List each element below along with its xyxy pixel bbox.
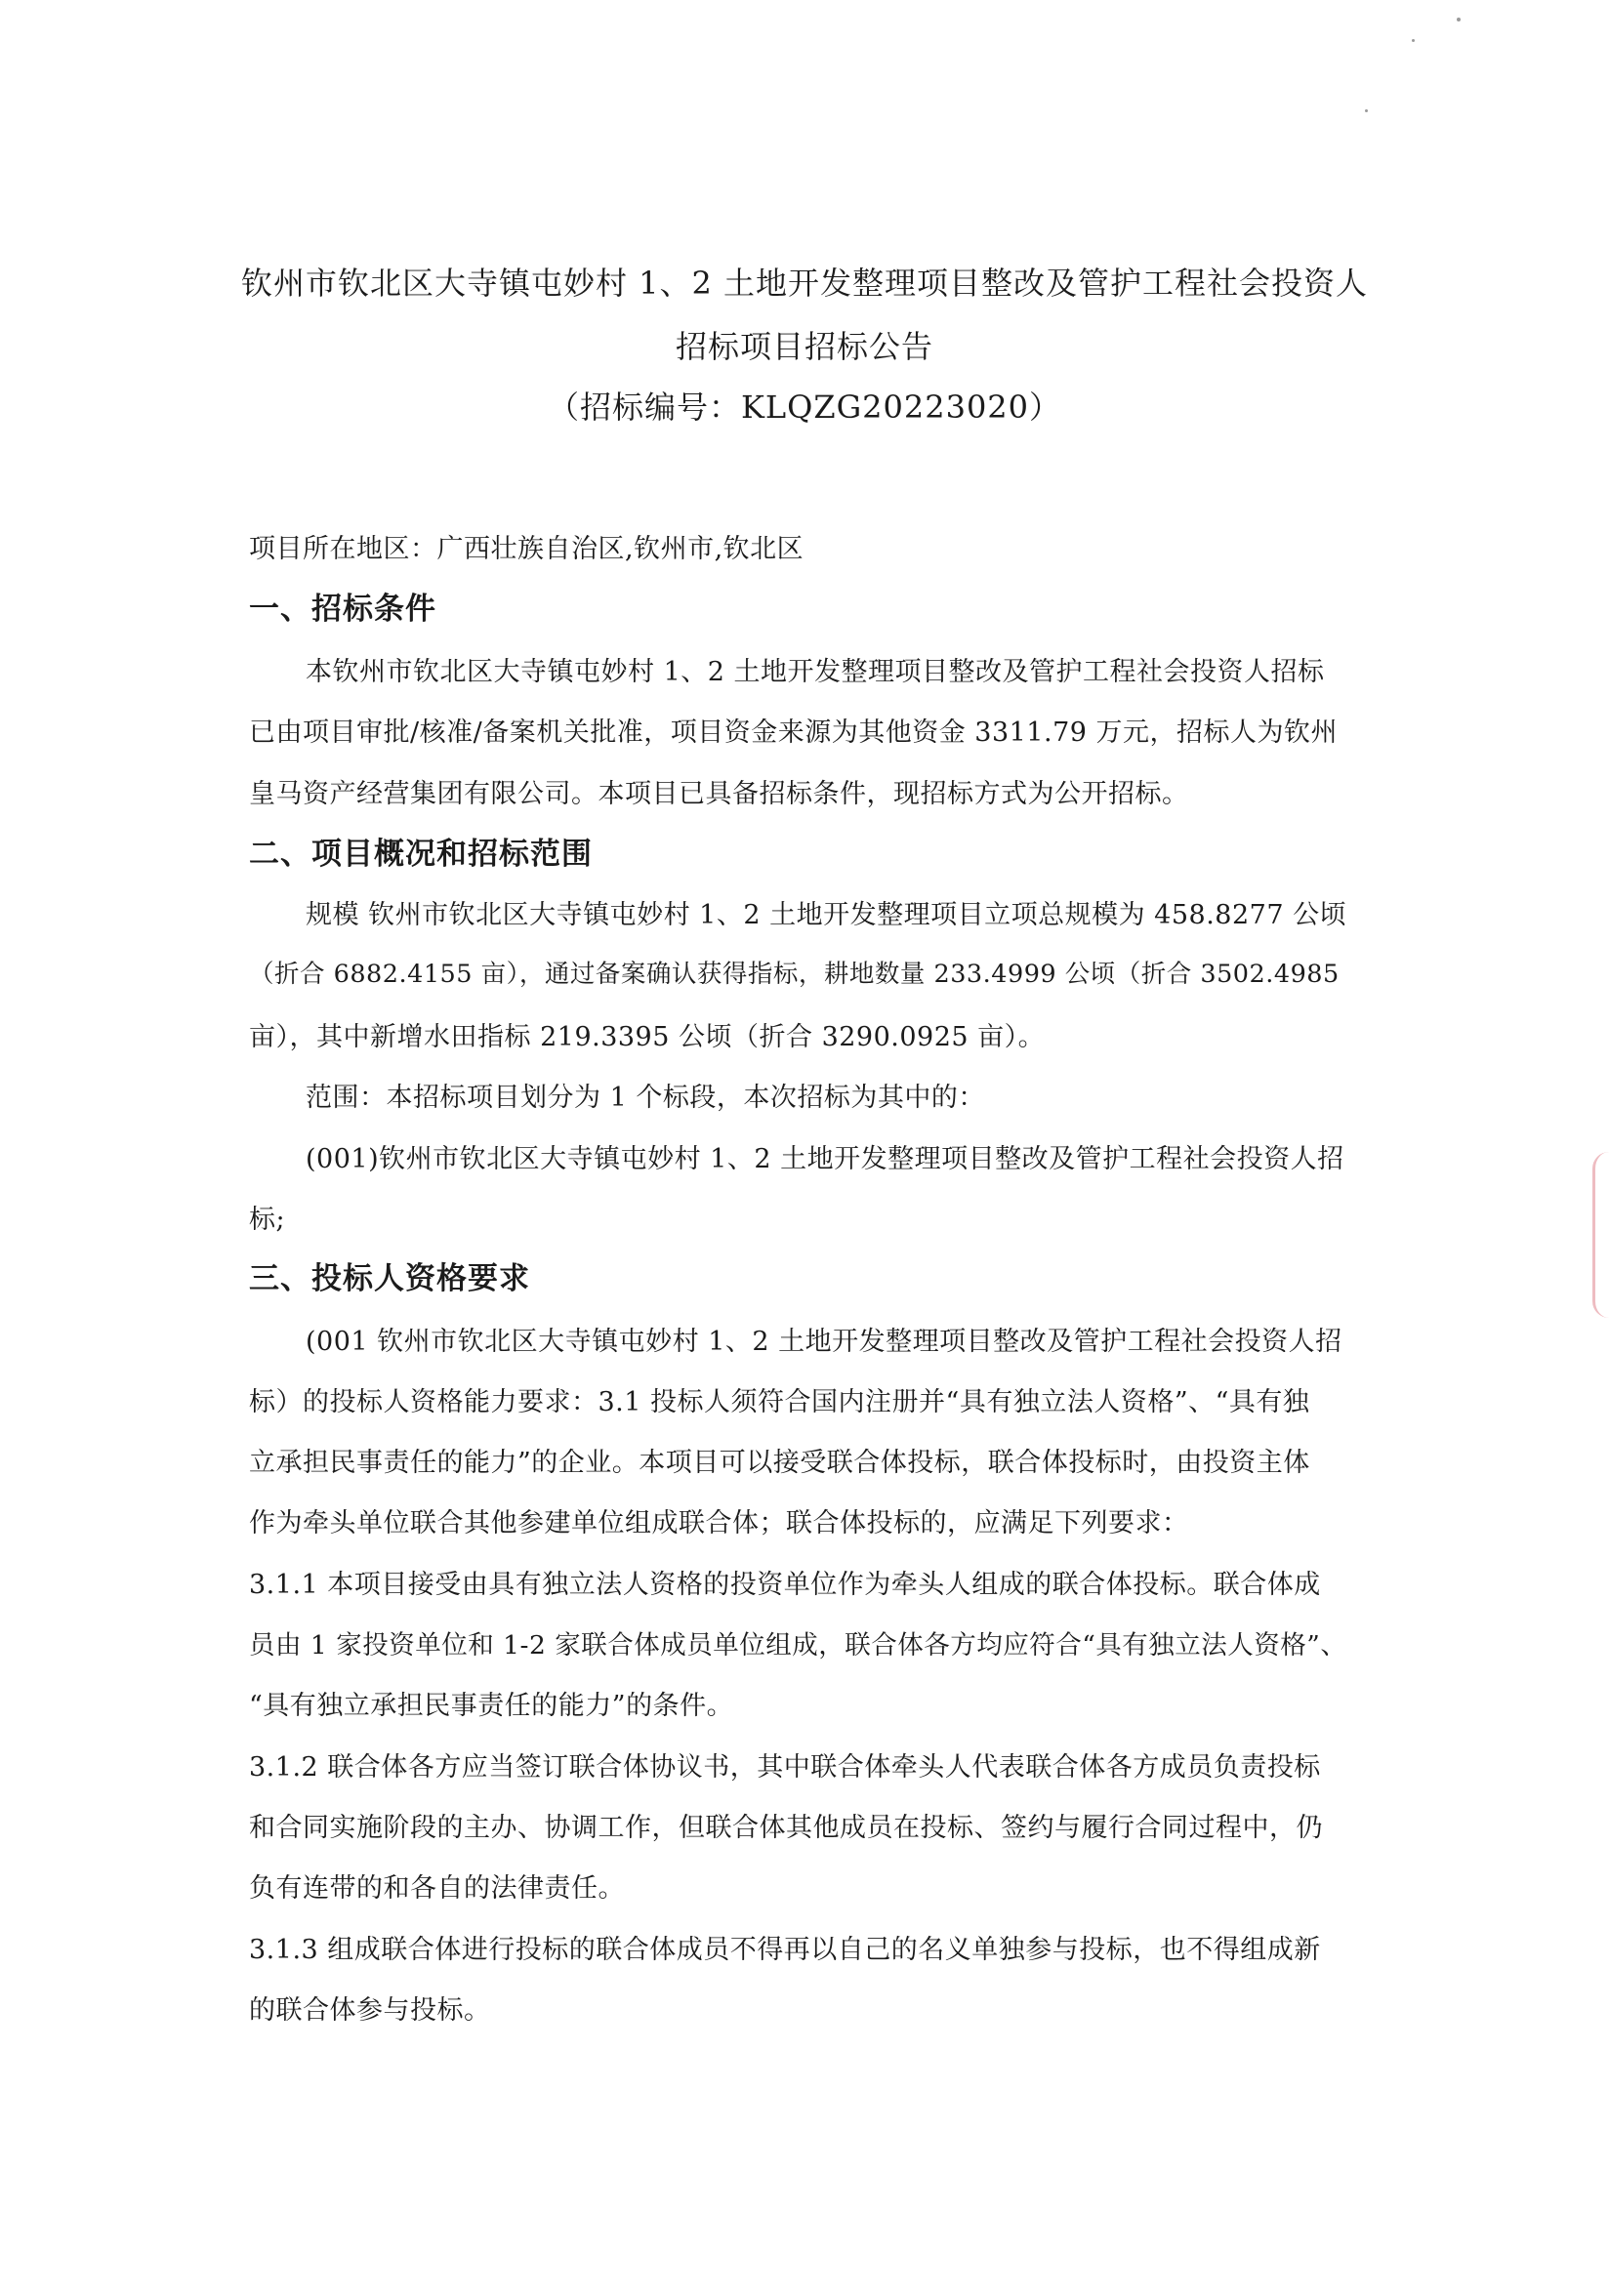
section3-line: “具有独立承担民事责任的能力”的条件。: [249, 1691, 734, 1721]
section2-line: 亩），其中新增水田指标 219.3395 公顷（折合 3290.0925 亩）。: [249, 1022, 1046, 1052]
section2-line: （折合 6882.4155 亩），通过备案确认获得指标，耕地数量 233.4999 公顷（折合 3502.4985: [249, 960, 1340, 989]
section2-heading: 二、项目概况和招标范围: [249, 837, 593, 872]
section1-line: 已由项目审批/核准/备案机关批准，项目资金来源为其他资金 3311.79 万元，招标人为钦州: [249, 718, 1339, 748]
section3-line: 员由 1 家投资单位和 1-2 家联合体成员单位组成，联合体各方均应符合“具有独立法人资格”、: [249, 1630, 1347, 1660]
section2-line: 标;: [249, 1205, 286, 1235]
section3-line: 标）的投标人资格能力要求：3.1 投标人须符合国内注册并“具有独立法人资格”、“具有独: [249, 1387, 1310, 1417]
section3-line: 立承担民事责任的能力”的企业。本项目可以接受联合体投标，联合体投标时，由投资主体: [249, 1448, 1310, 1478]
section3-line: (001 钦州市钦北区大寺镇屯妙村 1、2 土地开发整理项目整改及管护工程社会投资人招: [306, 1327, 1342, 1357]
section2-line: 规模 钦州市钦北区大寺镇屯妙村 1、2 土地开发整理项目立项总规模为 458.8277 公顷: [306, 900, 1347, 930]
tender-number: （招标编号：KLQZG20223020）: [547, 389, 1062, 426]
document-title-line2: 招标项目招标公告: [675, 328, 933, 365]
section2-line: (001)钦州市钦北区大寺镇屯妙村 1、2 土地开发整理项目整改及管护工程社会投资人招: [306, 1144, 1344, 1174]
section3-heading: 三、投标人资格要求: [249, 1261, 530, 1296]
section3-line: 负有连带的和各自的法律责任。: [249, 1873, 625, 1904]
section3-line: 的联合体参与投标。: [249, 1995, 491, 2026]
section3-line: 3.1.1 本项目接受由具有独立法人资格的投资单位作为牵头人组成的联合体投标。联合体成: [249, 1570, 1321, 1600]
section1-line: 本钦州市钦北区大寺镇屯妙村 1、2 土地开发整理项目整改及管护工程社会投资人招标: [306, 657, 1325, 687]
section1-heading: 一、招标条件: [249, 592, 436, 627]
section1-line: 皇马资产经营集团有限公司。本项目已具备招标条件，现招标方式为公开招标。: [249, 779, 1189, 809]
section3-line: 3.1.2 联合体各方应当签订联合体协议书，其中联合体牵头人代表联合体各方成员负责投标: [249, 1752, 1321, 1783]
document-title-line1: 钦州市钦北区大寺镇屯妙村 1、2 土地开发整理项目整改及管护工程社会投资人: [240, 265, 1369, 302]
scan-speck: [1365, 109, 1368, 112]
section3-line: 3.1.3 组成联合体进行投标的联合体成员不得再以自己的名义单独参与投标，也不得组成新: [249, 1935, 1321, 1965]
scan-speck: [1457, 18, 1461, 21]
section3-line: 作为牵头单位联合其他参建单位组成联合体；联合体投标的，应满足下列要求：: [249, 1508, 1189, 1538]
project-location: 项目所在地区：广西壮族自治区,钦州市,钦北区: [249, 534, 804, 564]
stamp-edge-mark: [1592, 1152, 1609, 1318]
section2-line: 范围：本招标项目划分为 1 个标段，本次招标为其中的：: [306, 1083, 985, 1113]
section3-line: 和合同实施阶段的主办、协调工作，但联合体其他成员在投标、签约与履行合同过程中，仍: [249, 1813, 1323, 1843]
scan-speck: [1412, 39, 1415, 42]
